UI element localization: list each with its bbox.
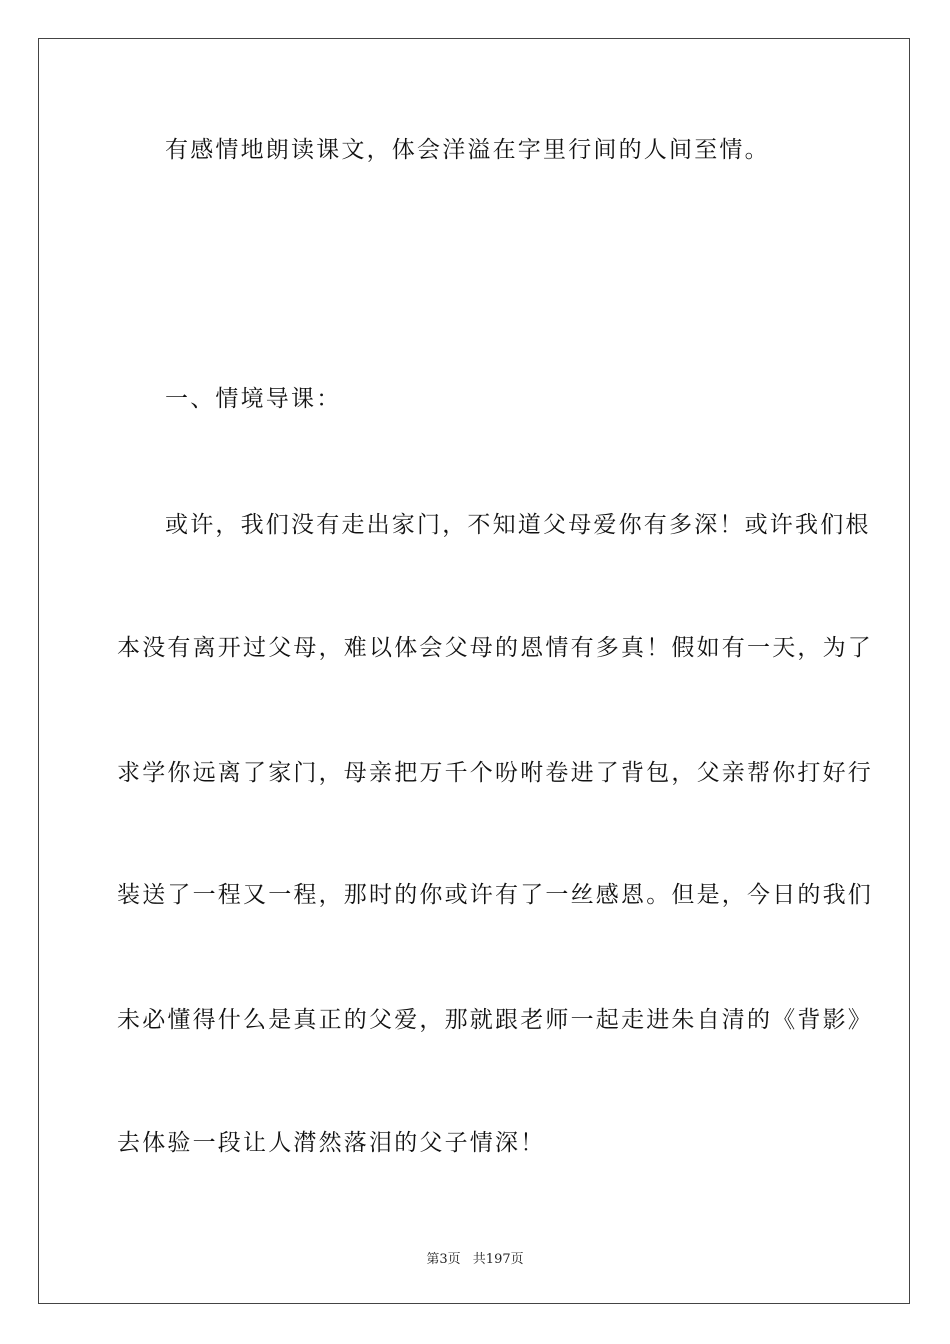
paragraph-line: 本没有离开过父母，难以体会父母的恩情有多真！假如有一天，为了 [117,635,873,661]
page-border [38,38,910,1304]
paragraph-line: 或许，我们没有走出家门，不知道父母爱你有多深！或许我们根 [165,512,871,538]
paragraph-line: 装送了一程又一程，那时的你或许有了一丝感恩。但是，今日的我们 [117,882,873,908]
paragraph-line: 未必懂得什么是真正的父爱，那就跟老师一起走进朱自清的《背影》 [117,1007,873,1033]
current-page-number: 第3页 [426,1252,461,1267]
paragraph-line: 去体验一段让人潸然落泪的父子情深！ [117,1130,546,1156]
section-heading: 一、情境导课： [165,386,342,412]
total-page-count: 共197页 [472,1252,524,1267]
objective-text: 有感情地朗读课文，体会洋溢在字里行间的人间至情。 [165,137,770,163]
page-footer [0,1248,950,1267]
paragraph-line: 求学你远离了家门，母亲把万千个吩咐卷进了背包，父亲帮你打好行 [117,760,873,786]
